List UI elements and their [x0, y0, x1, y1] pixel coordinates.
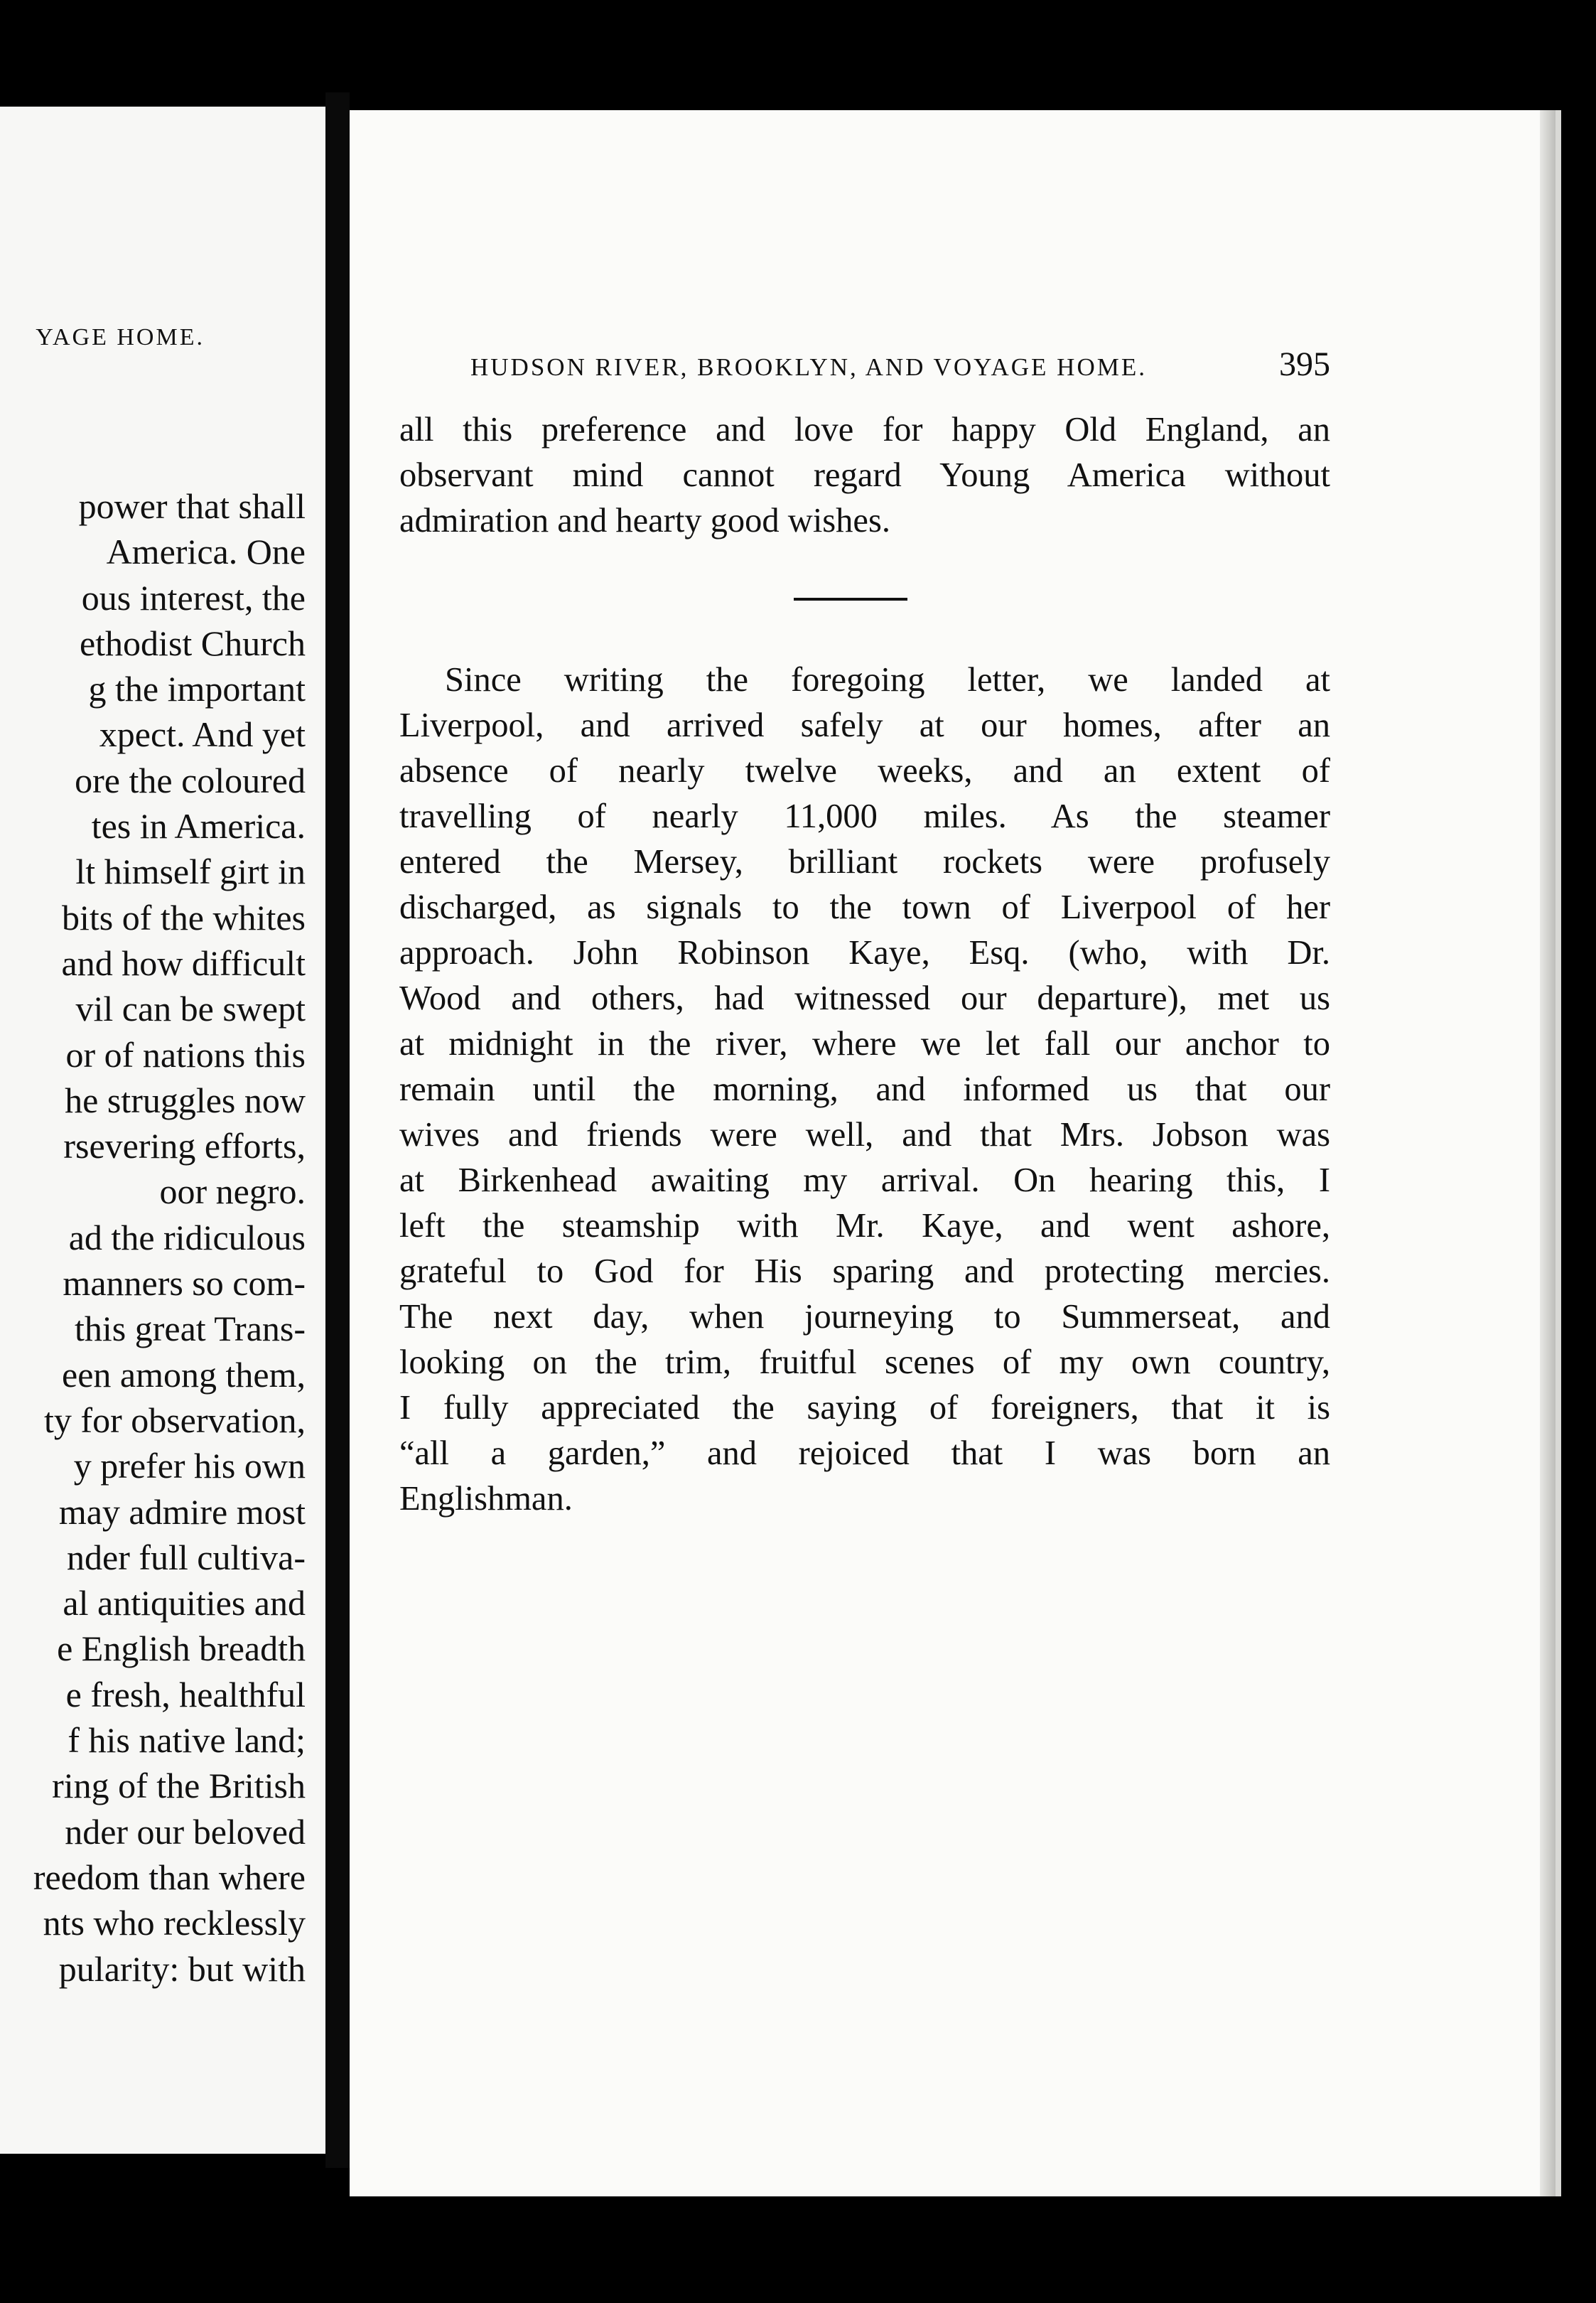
page-edge	[1540, 110, 1555, 2196]
text-line: discharged, as signals to the town of Liverpool of her	[399, 889, 1330, 926]
text-line: grateful to God for His sparing and protecting mercies.	[399, 1252, 1330, 1290]
text-line: approach. John Robinson Kaye, Esq. (who, with Dr.	[399, 934, 1330, 972]
left-text-line: ring of the British	[52, 1766, 306, 1806]
left-text-line: rsevering efforts,	[63, 1126, 306, 1166]
text-line: remain until the morning, and informed us that our	[399, 1070, 1330, 1108]
running-head	[470, 345, 1330, 384]
text-line: Liverpool, and arrived safely at our homes, after an	[399, 707, 1330, 744]
text-line: travelling of nearly 11,000 miles. As the steamer	[399, 798, 1330, 835]
text-line: entered the Mersey, brilliant rockets were profusely	[399, 843, 1330, 881]
left-text-line: een among them,	[62, 1354, 306, 1395]
left-text-line: oor negro.	[159, 1171, 306, 1212]
left-text-line: reedom than where	[33, 1857, 306, 1897]
left-text-line: g the important	[88, 669, 306, 709]
left-text-line: f his native land;	[68, 1720, 306, 1761]
left-text-line: e English breadth	[57, 1628, 306, 1669]
left-text-line: nder our beloved	[65, 1811, 306, 1852]
text-line: admiration and hearty good wishes.	[399, 502, 890, 539]
paragraph-2	[399, 657, 1330, 1522]
left-text-line: e fresh, healthful	[65, 1674, 306, 1714]
text-line: I fully appreciated the saying of foreigners, that it is	[399, 1389, 1330, 1427]
left-text-line: vil can be swept	[75, 989, 306, 1029]
body-text	[399, 407, 1330, 1522]
text-line: The next day, when journeying to Summerseat, and	[399, 1298, 1330, 1336]
left-text-line: pularity: but with	[58, 1948, 306, 1989]
left-text-line: bits of the whites	[61, 897, 306, 938]
left-text-line: may admire most	[58, 1491, 306, 1532]
text-line: left the steamship with Mr. Kaye, and went ashore,	[399, 1207, 1330, 1245]
running-head-title: HUDSON RIVER, BROOKLYN, AND VOYAGE HOME.	[470, 353, 1147, 381]
text-line: Since writing the foregoing letter, we landed at	[445, 661, 1330, 699]
text-line: observant mind cannot regard Young America without	[399, 456, 1330, 494]
left-text-line: nder full cultiva-	[67, 1537, 306, 1577]
left-text-line: y prefer his own	[73, 1446, 306, 1486]
left-text-line: lt himself girt in	[75, 852, 306, 892]
left-text-line: ad the ridiculous	[68, 1217, 306, 1257]
left-text-line: manners so com-	[63, 1263, 306, 1304]
left-text-line: power that shall	[78, 486, 306, 526]
left-text-line: ous interest, the	[81, 577, 306, 618]
page-number: 395	[1279, 345, 1330, 383]
text-line: at midnight in the river, where we let fall our anchor to	[399, 1025, 1330, 1063]
book-gutter	[325, 92, 350, 2168]
left-text-line: he struggles now	[65, 1080, 306, 1120]
left-text-line: ethodist Church	[79, 623, 306, 663]
left-facing-page	[0, 107, 325, 2154]
text-line: wives and friends were well, and that Mrs. Jobson was	[399, 1116, 1330, 1154]
left-text-line: al antiquities and	[63, 1583, 306, 1623]
section-divider-rule	[794, 598, 907, 601]
left-text-line: this great Trans-	[75, 1309, 306, 1349]
left-running-head: YAGE HOME.	[36, 324, 205, 350]
left-text-line: ore the coloured	[75, 760, 306, 800]
text-line: “all a garden,” and rejoiced that I was born an	[399, 1434, 1330, 1472]
text-line: Wood and others, had witnessed our departure), met us	[399, 979, 1330, 1017]
left-text-line: and how difficult	[61, 943, 306, 983]
left-text-line: ty for observation,	[44, 1400, 306, 1440]
left-page-text	[0, 483, 306, 1992]
left-text-line: America. One	[106, 532, 306, 572]
left-text-line: tes in America.	[91, 806, 306, 847]
text-line: Englishman.	[399, 1480, 573, 1518]
left-text-line: nts who recklessly	[43, 1903, 306, 1943]
left-text-line: or of nations this	[65, 1034, 306, 1075]
text-line: at Birkenhead awaiting my arrival. On hearing this, I	[399, 1161, 1330, 1199]
right-page	[350, 110, 1561, 2196]
left-text-line: xpect. And yet	[99, 714, 306, 755]
text-line: looking on the trim, fruitful scenes of my own country,	[399, 1343, 1330, 1381]
text-line: absence of nearly twelve weeks, and an extent of	[399, 752, 1330, 790]
text-line: all this preference and love for happy Old England, an	[399, 411, 1330, 449]
paragraph-1	[399, 407, 1330, 544]
